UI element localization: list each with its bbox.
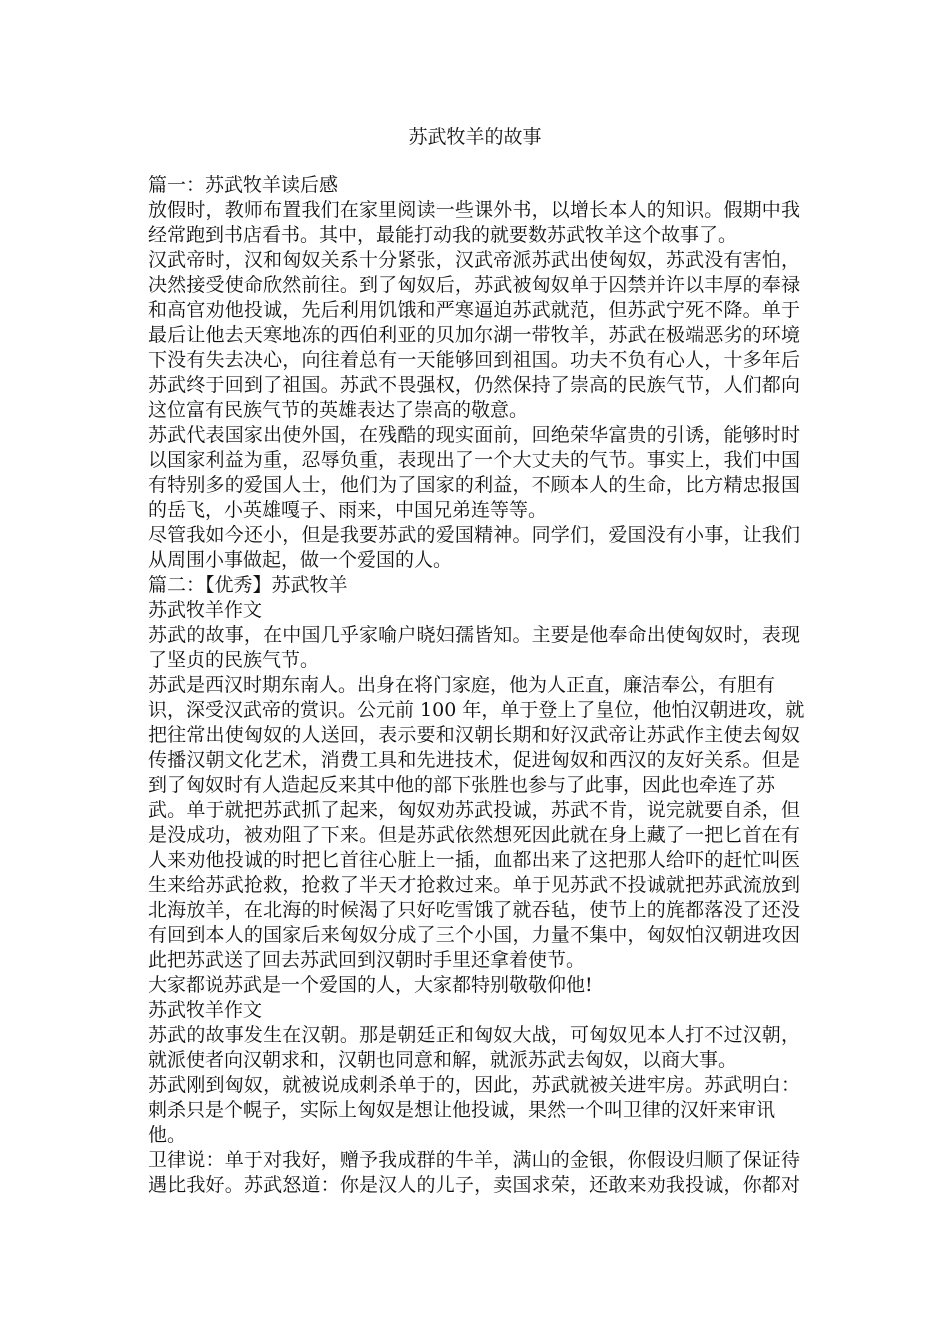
text-line: 苏武刚到匈奴，就被说成刺杀单于的，因此，苏武就被关进牢房。苏武明白： [148, 1074, 800, 1096]
text-line: 这位富有民族气节的英雄表达了崇高的敬意。 [148, 399, 529, 421]
text-line: 是没成功，被劝阻了下来。但是苏武依然想死因此就在身上藏了一把匕首在有 [148, 824, 800, 846]
text-line: 以国家利益为重，忍辱负重，表现出了一个大丈夫的气节。事实上，我们中国 [148, 449, 800, 471]
document-body [148, 173, 805, 1198]
text-line: 的岳飞，小英雄嘎子、雨来，中国兄弟连等等。 [148, 499, 548, 521]
text-line: 苏武是西汉时期东南人。出身在将门家庭，他为人正直，廉洁奉公，有胆有 [148, 674, 776, 696]
text-line: 苏武的故事发生在汉朝。那是朝廷正和匈奴大战，可匈奴见本人打不过汉朝， [148, 1024, 800, 1046]
text-line: 苏武终于回到了祖国。苏武不畏强权，仍然保持了崇高的民族气节，人们都向 [148, 374, 800, 396]
text-line: 最后让他去天寒地冻的西伯利亚的贝加尔湖一带牧羊，苏武在极端恶劣的环境 [148, 324, 800, 346]
text-line: 汉武帝时，汉和匈奴关系十分紧张，汉武帝派苏武出使匈奴，苏武没有害怕， [148, 249, 800, 271]
text-line: 有特别多的爱国人士，他们为了国家的利益，不顾本人的生命，比方精忠报国 [148, 474, 800, 496]
text-line: 苏武的故事，在中国几乎家喻户晓妇孺皆知。主要是他奉命出使匈奴时，表现 [148, 624, 800, 646]
subsection-heading: 苏武牧羊作文 [148, 999, 263, 1021]
text-line: 从周围小事做起，做一个爱国的人。 [148, 549, 453, 571]
section-heading: 篇二：【优秀】苏武牧羊 [148, 574, 348, 596]
text-line: 经常跑到书店看书。其中，最能打动我的就要数苏武牧羊这个故事了。 [148, 224, 738, 246]
text-line: 生来给苏武抢救，抢救了半天才抢救过来。单于见苏武不投诚就把苏武流放到 [148, 874, 800, 896]
text-line: 武。单于就把苏武抓了起来，匈奴劝苏武投诚，苏武不肯，说完就要自杀，但 [148, 799, 800, 821]
text-line: 有回到本人的国家后来匈奴分成了三个小国，力量不集中，匈奴怕汉朝进攻因 [148, 924, 800, 946]
text-line: 他。 [148, 1124, 187, 1146]
text-line: 遇比我好。苏武怒道：你是汉人的儿子，卖国求荣，还敢来劝我投诚，你都对 [148, 1174, 800, 1196]
text-line: 决然接受使命欣然前往。到了匈奴后，苏武被匈奴单于囚禁并许以丰厚的奉禄 [148, 274, 800, 296]
text-line: 放假时，教师布置我们在家里阅读一些课外书，以增长本人的知识。假期中我 [148, 199, 800, 221]
text-line: 人来劝他投诚的时把匕首往心脏上一插，血都出来了这把那人给吓的赶忙叫医 [148, 849, 800, 871]
text-line: 北海放羊，在北海的时候渴了只好吃雪饿了就吞毡，使节上的旄都落没了还没 [148, 899, 800, 921]
text-line: 此把苏武送了回去苏武回到汉朝时手里还拿着使节。 [148, 949, 586, 971]
text-line: 苏武代表国家出使外国，在残酷的现实面前，回绝荣华富贵的引诱，能够时时 [148, 424, 800, 446]
subsection-heading: 苏武牧羊作文 [148, 599, 263, 621]
section-heading: 篇一：苏武牧羊读后感 [148, 174, 339, 196]
document-title: 苏武牧羊的故事 [408, 126, 542, 148]
text-line: 到了匈奴时有人造起反来其中他的部下张胜也参与了此事，因此也牵连了苏 [148, 774, 776, 796]
text-line: 传播汉朝文化艺术，消费工具和先进技术，促进匈奴和西汉的友好关系。但是 [148, 749, 800, 771]
text-line: 就派使者向汉朝求和，汉朝也同意和解，就派苏武去匈奴，以商大事。 [148, 1049, 738, 1071]
text-line: 下没有失去决心，向往着总有一天能够回到祖国。功夫不负有心人，十多年后 [148, 349, 800, 371]
text-line: 识，深受汉武帝的赏识。公元前 100 年，单于登上了皇位，他怕汉朝进攻，就 [148, 699, 805, 721]
text-line: 大家都说苏武是一个爱国的人，大家都特别敬敬仰他! [148, 974, 593, 996]
text-line: 和高官劝他投诚，先后利用饥饿和严寒逼迫苏武就范，但苏武宁死不降。单于 [148, 299, 800, 321]
text-line: 卫律说：单于对我好，赠予我成群的牛羊，满山的金银，你假设归顺了保证待 [148, 1149, 800, 1171]
text-line: 尽管我如今还小，但是我要苏武的爱国精神。同学们，爱国没有小事，让我们 [148, 524, 800, 546]
text-line: 了坚贞的民族气节。 [148, 649, 320, 671]
text-line: 刺杀只是个幌子，实际上匈奴是想让他投诚，果然一个叫卫律的汉奸来审讯 [148, 1099, 776, 1121]
text-line: 把往常出使匈奴的人送回，表示要和汉朝长期和好汉武帝让苏武作主使去匈奴 [148, 724, 800, 746]
